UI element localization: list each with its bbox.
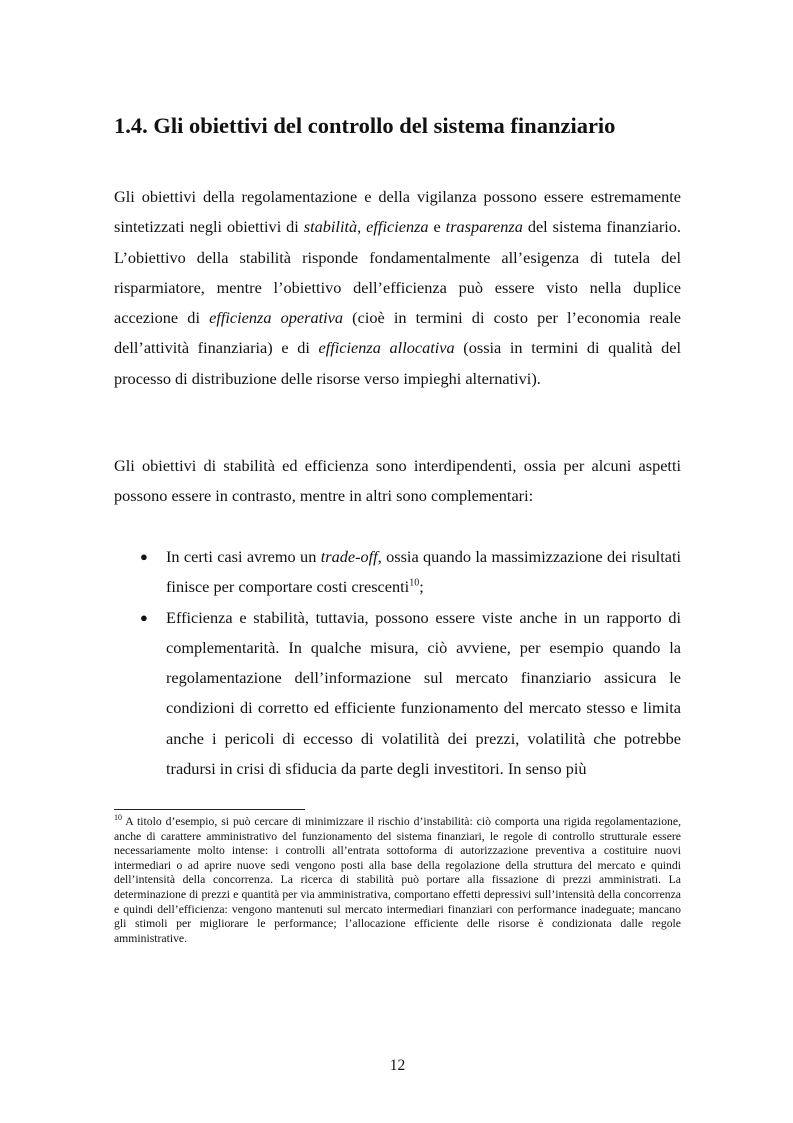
paragraph-text: del sistema finanziario. L’obiettivo della stabilità risponde fondamentalmente all’esigenza di tutela del risparmiatore, mentre l’obiettivo dell’efficienza può essere visto nella duplice accezione di xyxy=(114,217,681,328)
paragraph-text: (ossia in termini di qualità del processo di distribuzione delle risorse verso impieghi alternativi). xyxy=(114,338,682,388)
list-item-text: ; xyxy=(419,577,424,597)
footnote-text: A titolo d’esempio, si può cercare di minimizzare il rischio d’instabilità: ciò comporta una rigida regolamentazione, anche di carattere amministrativo del funzionamento del sistema finanziari, le regole di controllo strutturale essere necessariamente molto intense: i controlli all’entrata sottoforma di autorizzazione preventiva a costituire nuovi intermediari o ad aprire nuove sedi vengono posti alla base della regolazione della struttura del mercato e quindi dell’intensità della concorrenza. La ricerca di stabilità può portare alla fissazione di prezzi amministrati. La determinazione di prezzi e quantità per via amministrativa, comportano effetti depressivi sull’intensità della concorrenza e quindi dell’efficienza: vengono mantenuti sul mercato intermediari finanziari con performance inadeguate; mancano gli stimoli per migliorare le performance; l’allocazione efficiente delle risorse è condizionata dalle regole amministrative. xyxy=(114,815,681,945)
section-title: 1.4. Gli obiettivi del controllo del sistema finanziario xyxy=(114,113,616,138)
paragraph-text: e xyxy=(428,217,446,237)
list-item-text: Efficienza e stabilità, tuttavia, possono essere viste anche in un rapporto di complementarità. In qualche misura, ciò avviene, per esempio quando la regolamentazione dell’informazione sul mercato finanziario assicura le condizioni di corretto ed efficiente funzionamento del mercato stesso e limita anche i pericoli di eccesso di volatilità dei prezzi, volatilità che potrebbe tradursi in crisi di sfiducia da parte degli investitori. In senso più xyxy=(166,607,681,779)
italic-term-stabilita: stabilità xyxy=(303,217,358,237)
footnote-number: 10 xyxy=(114,813,122,823)
paragraph-interdependence: Gli obiettivi di stabilità ed efficienza sono interdipendenti, ossia per alcuni aspetti possono essere in contrasto, mentre in altri sono complementari: xyxy=(114,456,681,506)
italic-term-trade-off: trade-off xyxy=(320,547,378,566)
paragraph-text: (cioè in termini di costo per l’economia reale dell’attività finanziaria) e di xyxy=(114,308,682,358)
list-item-text: In certi casi avremo un xyxy=(166,547,321,566)
paragraph-text: Gli obiettivi della regolamentazione e della vigilanza possono essere estremamente sintetizzati negli obiettivi di xyxy=(114,187,681,237)
bullet-list xyxy=(114,542,681,784)
paragraph-text: , xyxy=(357,217,367,237)
bullet-icon: ● xyxy=(140,549,148,564)
italic-term-trasparenza: trasparenza xyxy=(445,217,523,237)
bullet-icon: ● xyxy=(140,609,148,625)
list-item-complementarity xyxy=(114,603,681,785)
italic-term-efficienza-allocativa: efficienza allocativa xyxy=(318,338,455,358)
paragraph-objectives xyxy=(114,182,681,394)
italic-term-efficienza-operativa: efficienza operativa xyxy=(209,308,344,328)
list-item-trade-off xyxy=(114,542,681,603)
page-number: 12 xyxy=(389,1057,406,1074)
footnote-reference[interactable]: 10 xyxy=(409,577,420,589)
italic-term-efficienza: efficienza xyxy=(366,217,429,237)
footnote-divider xyxy=(114,809,305,810)
footnote xyxy=(114,815,681,946)
list-item-text: , ossia quando la massimizzazione dei risultati finisce per comportare costi crescenti xyxy=(166,547,682,597)
